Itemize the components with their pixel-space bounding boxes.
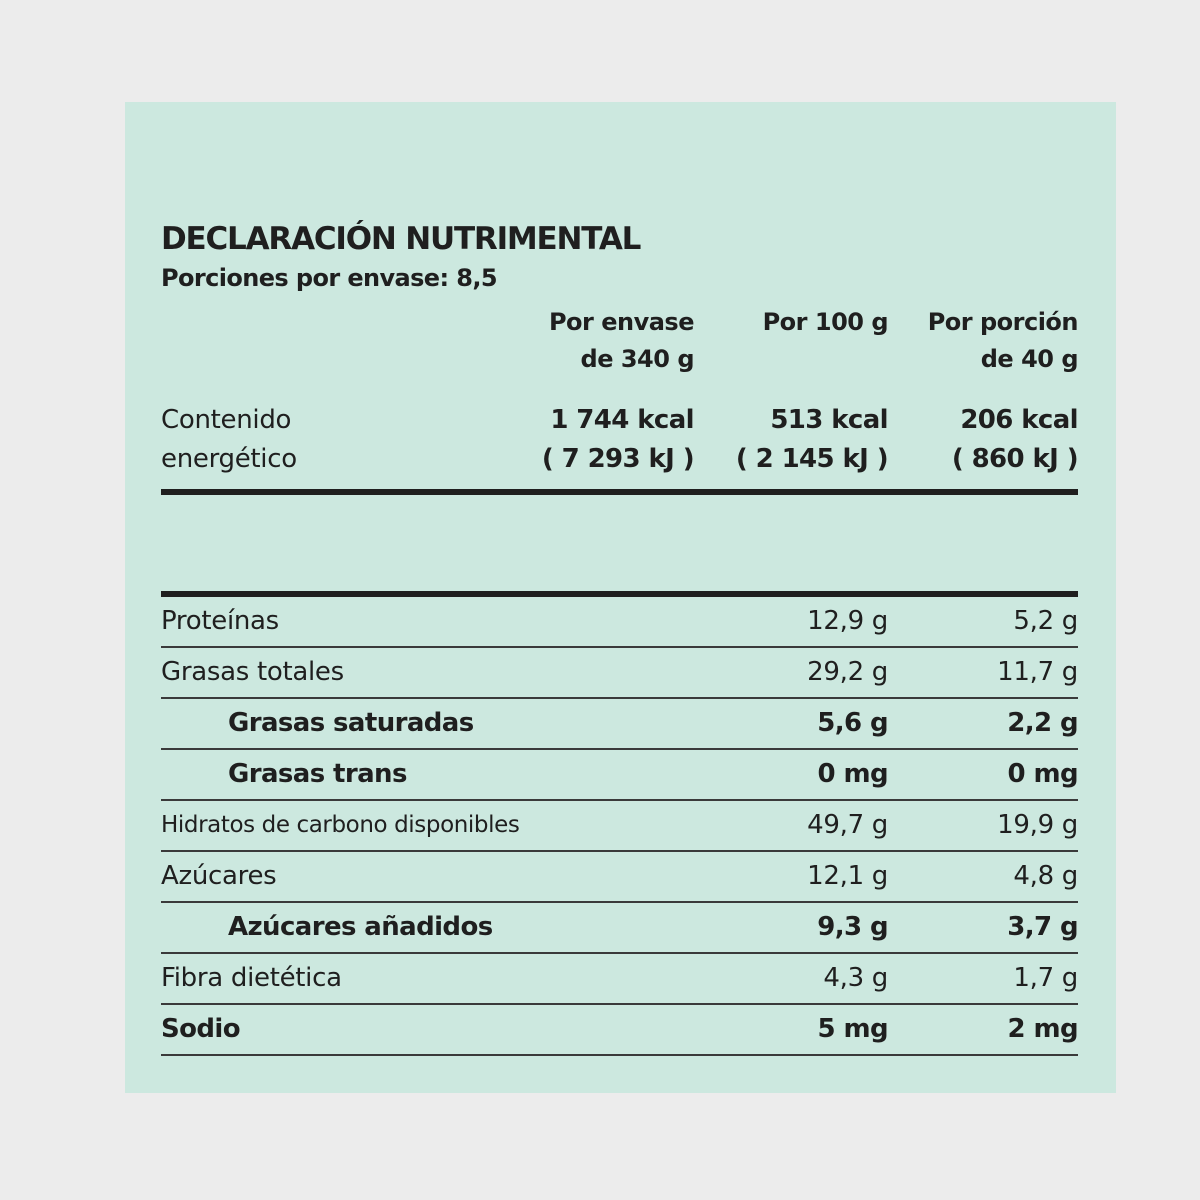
label-title: DECLARACIÓN NUTRIMENTAL (161, 221, 641, 257)
energy-kj: ( 860 kJ ) (951, 444, 1078, 474)
nutrient-name: Grasas saturadas (228, 708, 474, 738)
energy-per-package (542, 401, 694, 479)
nutrient-per-serving: 3,7 g (1007, 912, 1078, 942)
energy-kcal: 513 kcal (770, 405, 888, 435)
nutrient-name: Fibra dietética (161, 963, 342, 993)
nutrient-name: Azúcares (161, 861, 277, 891)
energy-kcal: 206 kcal (960, 405, 1078, 435)
nutrient-per-serving: 1,7 g (1013, 963, 1078, 993)
nutrient-row-grasas-saturadas (161, 699, 1078, 750)
nutrient-name: Grasas totales (161, 657, 344, 687)
nutrient-name: Azúcares añadidos (228, 912, 493, 942)
nutrient-row-azucares (161, 852, 1078, 903)
nutrient-per-serving: 11,7 g (997, 657, 1078, 687)
nutrient-row-fibra (161, 954, 1078, 1005)
nutrient-per-100g: 29,2 g (807, 657, 888, 687)
nutrient-table (161, 597, 1078, 1056)
nutrient-per-serving: 5,2 g (1013, 606, 1078, 636)
energy-kj: ( 2 145 kJ ) (735, 444, 888, 474)
column-header-line: de 340 g (580, 345, 694, 373)
nutrient-per-100g: 12,1 g (807, 861, 888, 891)
column-header-line: de 40 g (980, 345, 1078, 373)
energy-label (161, 401, 297, 479)
nutrient-per-100g: 4,3 g (823, 963, 888, 993)
column-header-line: Por envase (548, 308, 694, 336)
nutrient-per-100g: 49,7 g (807, 810, 888, 840)
energy-per-100g (736, 401, 888, 479)
servings-per-package: Porciones por envase: 8,5 (161, 264, 497, 292)
nutrient-per-100g: 0 mg (817, 759, 888, 789)
energy-label-line: Contenido (161, 405, 292, 435)
column-header-line: Por 100 g (762, 308, 888, 336)
nutrient-row-sodio (161, 1005, 1078, 1056)
nutrient-name: Grasas trans (228, 759, 407, 789)
nutrient-per-100g: 9,3 g (817, 912, 888, 942)
energy-kj: ( 7 293 kJ ) (541, 444, 694, 474)
energy-per-serving (952, 401, 1078, 479)
nutrient-row-grasas-totales (161, 648, 1078, 699)
column-header-per-serving (928, 304, 1078, 378)
nutrient-per-100g: 12,9 g (807, 606, 888, 636)
energy-label-line: energético (161, 444, 297, 474)
nutrient-name: Proteínas (161, 606, 279, 636)
nutrient-per-serving: 0 mg (1007, 759, 1078, 789)
column-header-per-package (549, 304, 694, 378)
column-header-per-100g (763, 304, 888, 341)
nutrient-per-100g: 5 mg (817, 1014, 888, 1044)
nutrient-row-proteinas (161, 597, 1078, 648)
nutrient-row-azucares-anadidos (161, 903, 1078, 954)
energy-kcal: 1 744 kcal (550, 405, 694, 435)
nutrient-name: Sodio (161, 1014, 240, 1044)
nutrient-per-serving: 19,9 g (997, 810, 1078, 840)
nutrient-per-serving: 4,8 g (1013, 861, 1078, 891)
nutrient-per-serving: 2,2 g (1007, 708, 1078, 738)
nutrient-per-serving: 2 mg (1007, 1014, 1078, 1044)
nutrition-panel (125, 102, 1116, 1093)
nutrient-name: Hidratos de carbono disponibles (161, 812, 520, 838)
thick-divider (161, 489, 1078, 495)
nutrient-row-hidratos (161, 801, 1078, 852)
nutrient-per-100g: 5,6 g (817, 708, 888, 738)
nutrient-row-grasas-trans (161, 750, 1078, 801)
column-header-line: Por porción (927, 308, 1078, 336)
